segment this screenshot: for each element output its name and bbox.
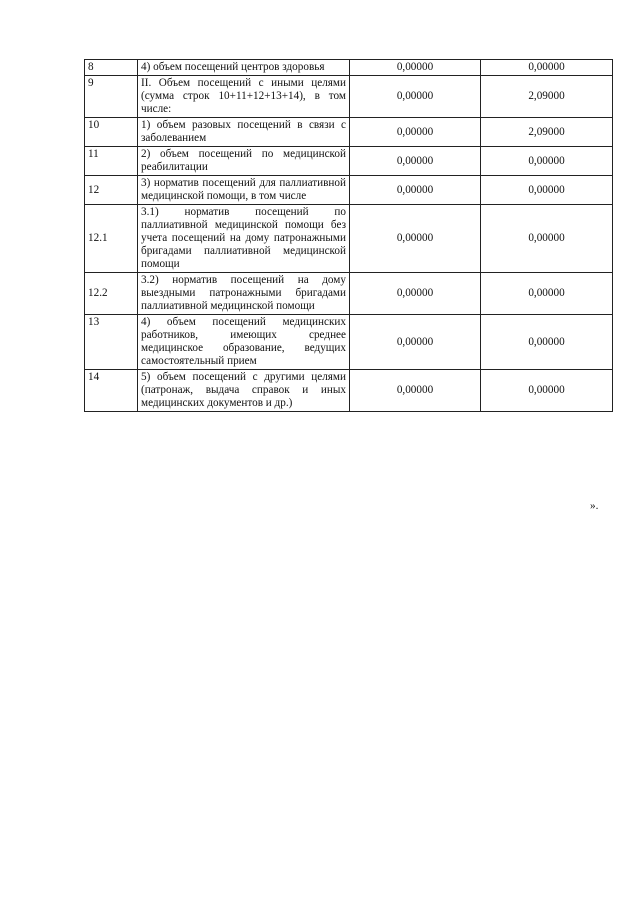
value-cell-2: 0,00000 <box>481 273 613 315</box>
table-row <box>85 76 613 118</box>
value-cell-2: 0,00000 <box>481 205 613 273</box>
row-description: II. Объем посещений с иными целями (сумма строк 10+11+12+13+14), в том числе: <box>138 76 350 118</box>
table-row <box>85 315 613 370</box>
row-number: 9 <box>85 76 138 118</box>
row-description: 4) объем посещений центров здоровья <box>138 60 350 76</box>
value-cell-2: 2,09000 <box>481 76 613 118</box>
row-description: 3) норматив посещений для паллиативной медицинской помощи, в том числе <box>138 176 350 205</box>
table-row <box>85 176 613 205</box>
row-number: 13 <box>85 315 138 370</box>
table-row <box>85 370 613 412</box>
table-row <box>85 118 613 147</box>
row-number: 10 <box>85 118 138 147</box>
visits-volume-table <box>84 59 613 412</box>
value-cell-2: 0,00000 <box>481 176 613 205</box>
row-description: 2) объем посещений по медицинской реабилитации <box>138 147 350 176</box>
row-description: 4) объем посещений медицинских работников, имеющих среднее медицинское образование, ведущих самостоятельный прием <box>138 315 350 370</box>
row-number: 14 <box>85 370 138 412</box>
table-row <box>85 205 613 273</box>
table-row <box>85 60 613 76</box>
value-cell-1: 0,00000 <box>350 370 481 412</box>
row-description: 5) объем посещений с другими целями (патронаж, выдача справок и иных медицинских документов и др.) <box>138 370 350 412</box>
value-cell-2: 0,00000 <box>481 370 613 412</box>
value-cell-1: 0,00000 <box>350 205 481 273</box>
table-row <box>85 273 613 315</box>
row-description: 3.2) норматив посещений на дому выездными патронажными бригадами паллиативной медицинской помощи <box>138 273 350 315</box>
value-cell-2: 0,00000 <box>481 147 613 176</box>
value-cell-1: 0,00000 <box>350 147 481 176</box>
row-number: 12.2 <box>85 273 138 315</box>
closing-quote-mark: ». <box>590 500 599 512</box>
row-number: 8 <box>85 60 138 76</box>
value-cell-1: 0,00000 <box>350 315 481 370</box>
value-cell-1: 0,00000 <box>350 118 481 147</box>
value-cell-2: 2,09000 <box>481 118 613 147</box>
row-description: 3.1) норматив посещений по паллиативной медицинской помощи без учета посещений на дому патронажными бригадами паллиативной медицинской помощи <box>138 205 350 273</box>
value-cell-1: 0,00000 <box>350 273 481 315</box>
row-number: 12.1 <box>85 205 138 273</box>
value-cell-1: 0,00000 <box>350 176 481 205</box>
row-description: 1) объем разовых посещений в связи с заболеванием <box>138 118 350 147</box>
value-cell-1: 0,00000 <box>350 60 481 76</box>
value-cell-2: 0,00000 <box>481 60 613 76</box>
row-number: 12 <box>85 176 138 205</box>
value-cell-2: 0,00000 <box>481 315 613 370</box>
row-number: 11 <box>85 147 138 176</box>
value-cell-1: 0,00000 <box>350 76 481 118</box>
table-row <box>85 147 613 176</box>
